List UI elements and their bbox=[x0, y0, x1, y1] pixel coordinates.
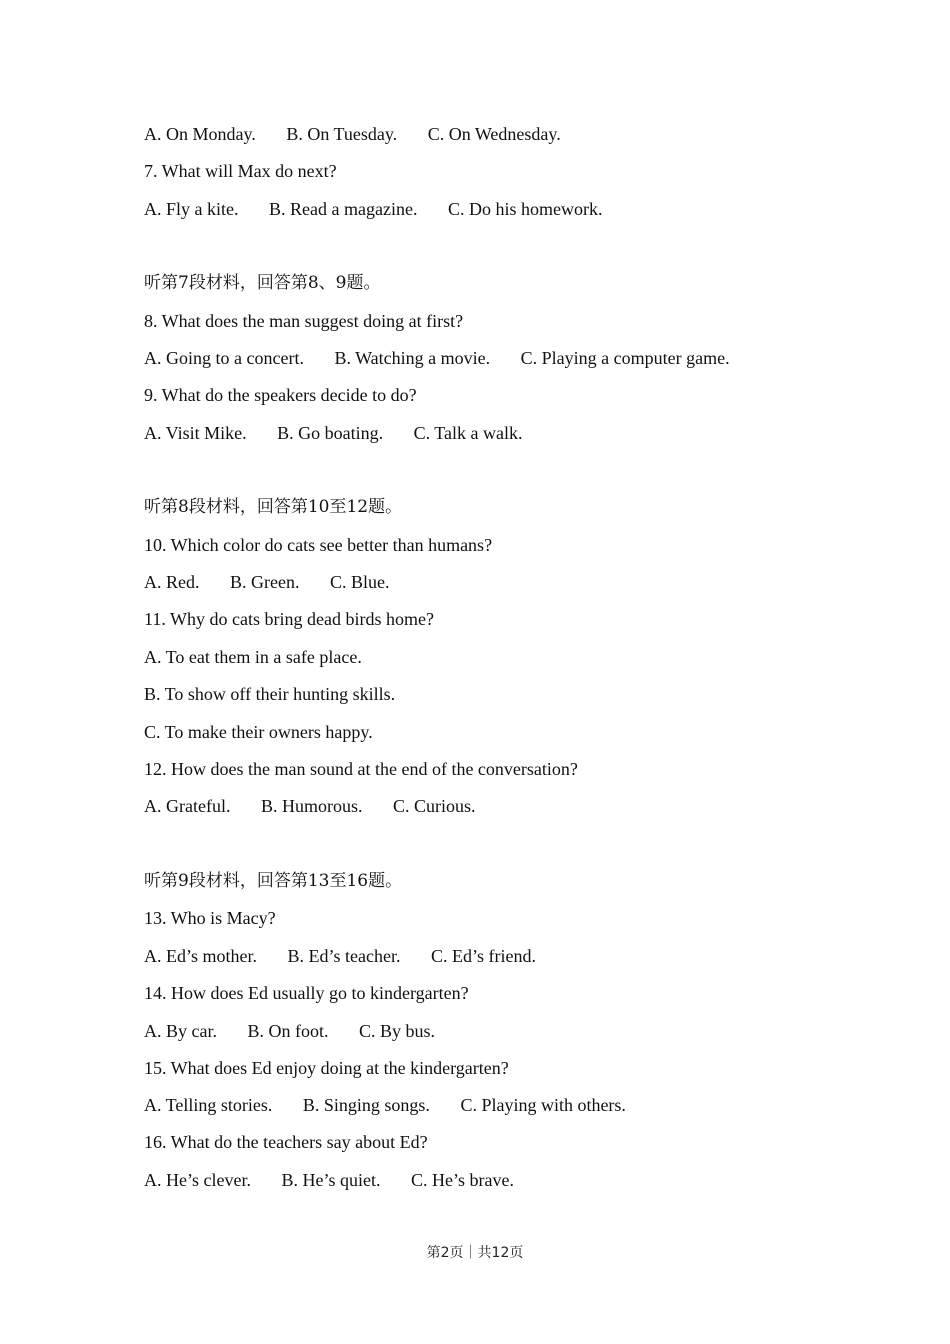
q10-option-b: B. Green. bbox=[230, 572, 300, 592]
q16-question: 16. What do the teachers say about Ed? bbox=[144, 1132, 428, 1152]
q7-option-c: C. Do his homework. bbox=[447, 199, 603, 219]
q13-options bbox=[144, 944, 536, 968]
q14-option-c: C. By bus. bbox=[358, 1021, 436, 1041]
q10-question: 10. Which color do cats see better than humans? bbox=[144, 535, 493, 555]
q7-option-b: B. Read a magazine. bbox=[269, 199, 418, 219]
q7-question: 7. What will Max do next? bbox=[144, 161, 337, 181]
q12-option-c: C. Curious. bbox=[392, 796, 476, 816]
q8-question: 8. What does the man suggest doing at first? bbox=[144, 311, 464, 331]
q7-options bbox=[144, 197, 602, 221]
q10-option-a: A. Red. bbox=[144, 572, 200, 592]
q14-question: 14. How does Ed usually go to kindergarten? bbox=[144, 983, 469, 1003]
q13-option-a: A. Ed’s mother. bbox=[144, 946, 257, 966]
q14-option-a: A. By car. bbox=[144, 1021, 217, 1041]
q13-question: 13. Who is Macy? bbox=[144, 908, 276, 928]
q7-option-a: A. Fly a kite. bbox=[144, 199, 239, 219]
q11-option-b: B. To show off their hunting skills. bbox=[144, 684, 396, 704]
q9-option-c: C. Talk a walk. bbox=[413, 423, 523, 443]
q10-option-c: C. Blue. bbox=[329, 572, 390, 592]
q15-option-a: A. Telling stories. bbox=[144, 1095, 273, 1115]
q8-option-a: A. Going to a concert. bbox=[144, 348, 304, 368]
q11-question: 11. Why do cats bring dead birds home? bbox=[144, 609, 434, 629]
q8-option-c: C. Playing a computer game. bbox=[520, 348, 730, 368]
q15-option-c: C. Playing with others. bbox=[460, 1095, 626, 1115]
q12-option-a: A. Grateful. bbox=[144, 796, 231, 816]
q6-option-c: C. On Wednesday. bbox=[427, 124, 561, 144]
q9-question: 9. What do the speakers decide to do? bbox=[144, 385, 417, 405]
q8-options bbox=[144, 346, 730, 370]
q16-options bbox=[144, 1168, 514, 1192]
q10-options bbox=[144, 570, 390, 594]
q6-option-b: B. On Tuesday. bbox=[286, 124, 398, 144]
q14-option-b: B. On foot. bbox=[247, 1021, 329, 1041]
q9-option-b: B. Go boating. bbox=[277, 423, 384, 443]
q12-question: 12. How does the man sound at the end of the conversation? bbox=[144, 759, 578, 779]
q15-question: 15. What does Ed enjoy doing at the kindergarten? bbox=[144, 1058, 509, 1078]
section8-heading: 听第8段材料，回答第10至12题。 bbox=[144, 497, 403, 517]
q14-options bbox=[144, 1019, 435, 1043]
page-number-footer: 第2页｜共12页 bbox=[426, 1245, 524, 1261]
q16-option-b: B. He’s quiet. bbox=[281, 1170, 381, 1190]
q9-options bbox=[144, 421, 523, 445]
q13-option-b: B. Ed’s teacher. bbox=[287, 946, 401, 966]
q11-option-c: C. To make their owners happy. bbox=[144, 722, 373, 742]
q6-option-a: A. On Monday. bbox=[144, 124, 256, 144]
q8-option-b: B. Watching a movie. bbox=[334, 348, 491, 368]
q16-option-c: C. He’s brave. bbox=[410, 1170, 514, 1190]
q13-option-c: C. Ed’s friend. bbox=[430, 946, 536, 966]
q15-options bbox=[144, 1093, 626, 1117]
q12-options bbox=[144, 794, 476, 818]
q16-option-a: A. He’s clever. bbox=[144, 1170, 251, 1190]
q15-option-b: B. Singing songs. bbox=[302, 1095, 430, 1115]
q12-option-b: B. Humorous. bbox=[260, 796, 363, 816]
section9-heading: 听第9段材料，回答第13至16题。 bbox=[144, 871, 403, 891]
q6-options bbox=[144, 122, 561, 146]
q9-option-a: A. Visit Mike. bbox=[144, 423, 247, 443]
section7-heading: 听第7段材料，回答第8、9题。 bbox=[144, 273, 381, 293]
q11-option-a: A. To eat them in a safe place. bbox=[144, 647, 362, 667]
